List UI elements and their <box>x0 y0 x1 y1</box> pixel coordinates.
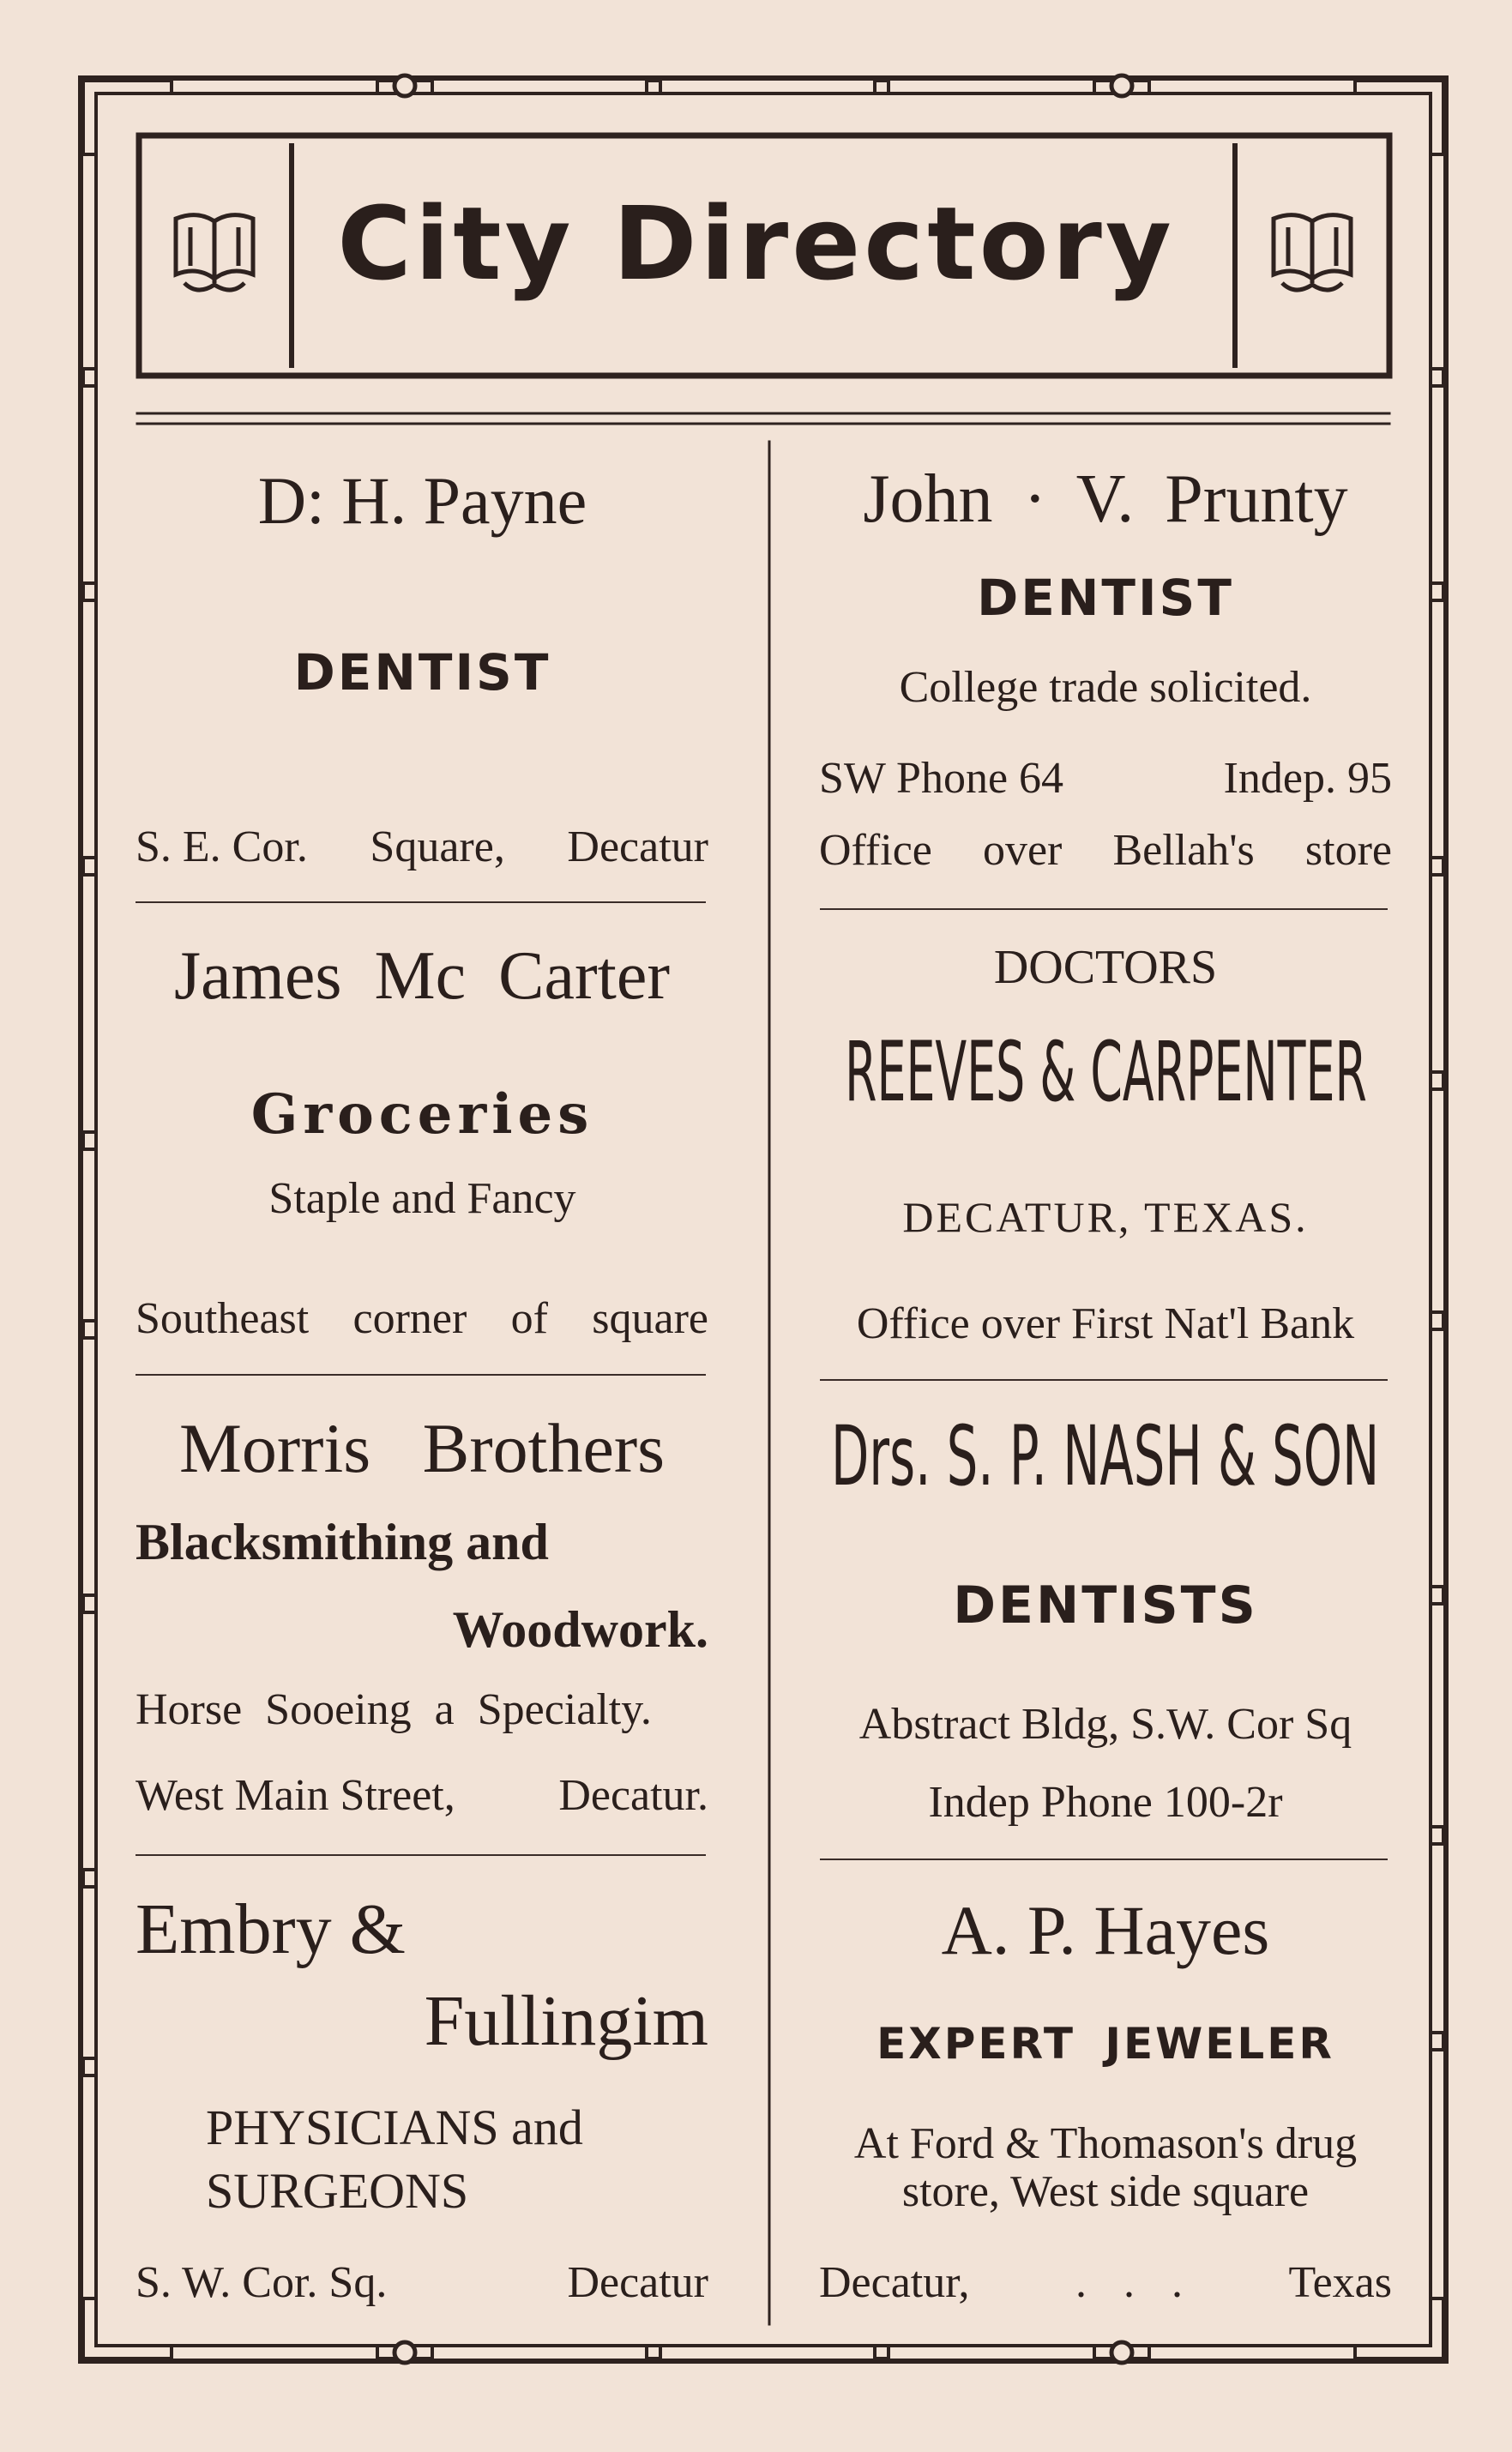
mccarter-address-b: corner <box>352 1294 467 1343</box>
mccarter-address <box>136 1294 708 1343</box>
morris-trade-line2: Woodwork. <box>452 1601 708 1658</box>
reeves-location: DECATUR, TEXAS. <box>902 1193 1309 1241</box>
morris-street: West Main Street, <box>136 1771 455 1820</box>
payne-name: D: H. Payne <box>257 463 587 538</box>
embry-trade-line2: SURGEONS <box>206 2163 469 2219</box>
divider <box>820 1379 1388 1381</box>
prunty-office-a: Office <box>819 826 932 875</box>
morris-trade-line1: Blacksmithing and <box>136 1514 549 1570</box>
payne-trade: DENTIST <box>293 643 551 702</box>
nash-name-wrap <box>819 1415 1392 1518</box>
prunty-phones <box>819 756 1392 801</box>
divider <box>136 1854 706 1856</box>
payne-address-a: S. E. Cor. <box>136 822 308 871</box>
payne-address-c: Decatur <box>567 822 708 871</box>
embry-address <box>136 2258 708 2307</box>
reeves-office: Office over First Nat'l Bank <box>856 1299 1355 1348</box>
embry-address-text: S. W. Cor. Sq. <box>136 2258 388 2307</box>
morris-address <box>136 1771 708 1820</box>
prunty-phone-indep: Indep. 95 <box>1223 754 1392 803</box>
mccarter-tagline: Staple and Fancy <box>268 1174 576 1223</box>
embry-city: Decatur <box>567 2258 708 2307</box>
hayes-state: Texas <box>1288 2258 1392 2307</box>
divider <box>136 901 706 903</box>
embry-trade-line1: PHYSICIANS and <box>206 2100 583 2155</box>
mccarter-address-a: Southeast <box>136 1294 310 1343</box>
prunty-office <box>819 828 1392 873</box>
hayes-location-line2: store, West side square <box>901 2167 1310 2216</box>
reeves-name: REEVES & CARPENTER <box>844 1031 1367 1120</box>
payne-address-b: Square, <box>370 822 505 871</box>
hayes-city-line <box>819 2258 1392 2307</box>
mccarter-name: James Mc Carter <box>173 938 671 1014</box>
embry-name-line1: Embry & <box>136 1889 406 1969</box>
nash-name: Drs. S. P. NASH & SON <box>831 1415 1380 1504</box>
prunty-phone-sw: SW Phone 64 <box>819 754 1064 803</box>
nash-trade: DENTISTS <box>953 1575 1258 1636</box>
hayes-name: A. P. Hayes <box>941 1891 1270 1969</box>
mccarter-address-c: of <box>510 1294 548 1343</box>
morris-specialty: Horse Sooeing a Specialty. <box>136 1685 652 1734</box>
nash-address: Abstract Bldg, S.W. Cor Sq <box>858 1700 1352 1749</box>
payne-address <box>136 822 708 871</box>
hayes-trade: EXPERT JEWELER <box>876 2019 1334 2069</box>
divider <box>820 1859 1388 1860</box>
reeves-name-wrap <box>819 1031 1392 1134</box>
prunty-trade: DENTIST <box>977 569 1234 627</box>
mccarter-address-d: square <box>592 1294 708 1343</box>
hayes-dots: . . . <box>1075 2258 1183 2307</box>
morris-city: Decatur. <box>558 1771 708 1820</box>
prunty-office-b: over <box>982 826 1063 875</box>
mccarter-trade: Groceries <box>250 1082 594 1147</box>
hayes-location-line1: At Ford & Thomason's drug <box>853 2119 1358 2168</box>
divider <box>136 1374 706 1376</box>
nash-phone: Indep Phone 100-2r <box>928 1778 1283 1827</box>
prunty-office-c: Bellah's <box>1112 826 1255 875</box>
page-title: City Directory <box>337 184 1175 303</box>
morris-name: Morris Brothers <box>178 1409 666 1487</box>
reeves-label: DOCTORS <box>993 941 1218 994</box>
hayes-city: Decatur, <box>819 2258 970 2307</box>
prunty-name: John · V. Prunty <box>863 461 1348 537</box>
prunty-office-d: store <box>1304 826 1392 875</box>
embry-name-line2: Fullingim <box>424 1981 708 2061</box>
prunty-tagline: College trade solicited. <box>899 663 1312 712</box>
divider <box>820 908 1388 910</box>
